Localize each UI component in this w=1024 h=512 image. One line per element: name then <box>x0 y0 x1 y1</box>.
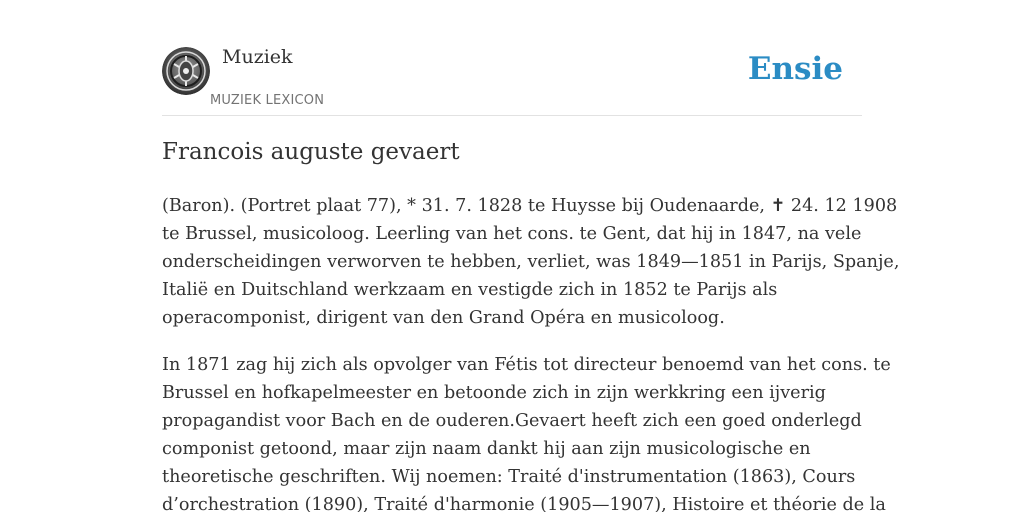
text-line: Italië en Duitschland werkzaam en vestigde zich in 1852 te Parijs als <box>162 280 778 300</box>
text-line: In 1871 zag hij zich als opvolger van Fétis tot directeur benoemd van het cons. te <box>162 355 891 375</box>
text-line: onderscheidingen verworven te hebben, verliet, was 1849—1851 in Parijs, Spanje, <box>162 252 900 272</box>
text-line: Brussel en hofkapelmeester en betoonde zich in zijn werkkring een ijverig <box>162 383 826 403</box>
text-line: propagandist voor Bach en de ouderen.Gevaert heeft zich een goed onderlegd <box>162 411 862 431</box>
article-paragraph <box>162 351 891 512</box>
article-title: Francois auguste gevaert <box>162 139 460 165</box>
text-line: operacomponist, dirigent van den Grand Opéra en musicoloog. <box>162 308 725 328</box>
article-body <box>162 192 900 512</box>
article-paragraph <box>162 192 900 332</box>
brand-logo[interactable]: Ensie <box>747 51 843 87</box>
text-line: (Baron). (Portret plaat 77), * 31. 7. 1828 te Huysse bij Oudenaarde, ✝ 24. 12 1908 <box>162 196 898 216</box>
site-header <box>162 44 862 116</box>
site-name[interactable]: Muziek <box>222 46 293 68</box>
text-line: componist getoond, maar zijn naam dankt hij aan zijn musicologische en <box>162 439 811 459</box>
muziek-emblem-icon[interactable] <box>162 47 210 95</box>
text-line: theoretische geschriften. Wij noemen: Traité d'instrumentation (1863), Cours <box>162 467 856 487</box>
site-subtitle[interactable]: MUZIEK LEXICON <box>210 93 325 108</box>
text-line: d’orchestration (1890), Traité d'harmonie (1905—1907), Histoire et théorie de la <box>162 495 886 512</box>
text-line: te Brussel, musicoloog. Leerling van het cons. te Gent, dat hij in 1847, na vele <box>162 224 862 244</box>
